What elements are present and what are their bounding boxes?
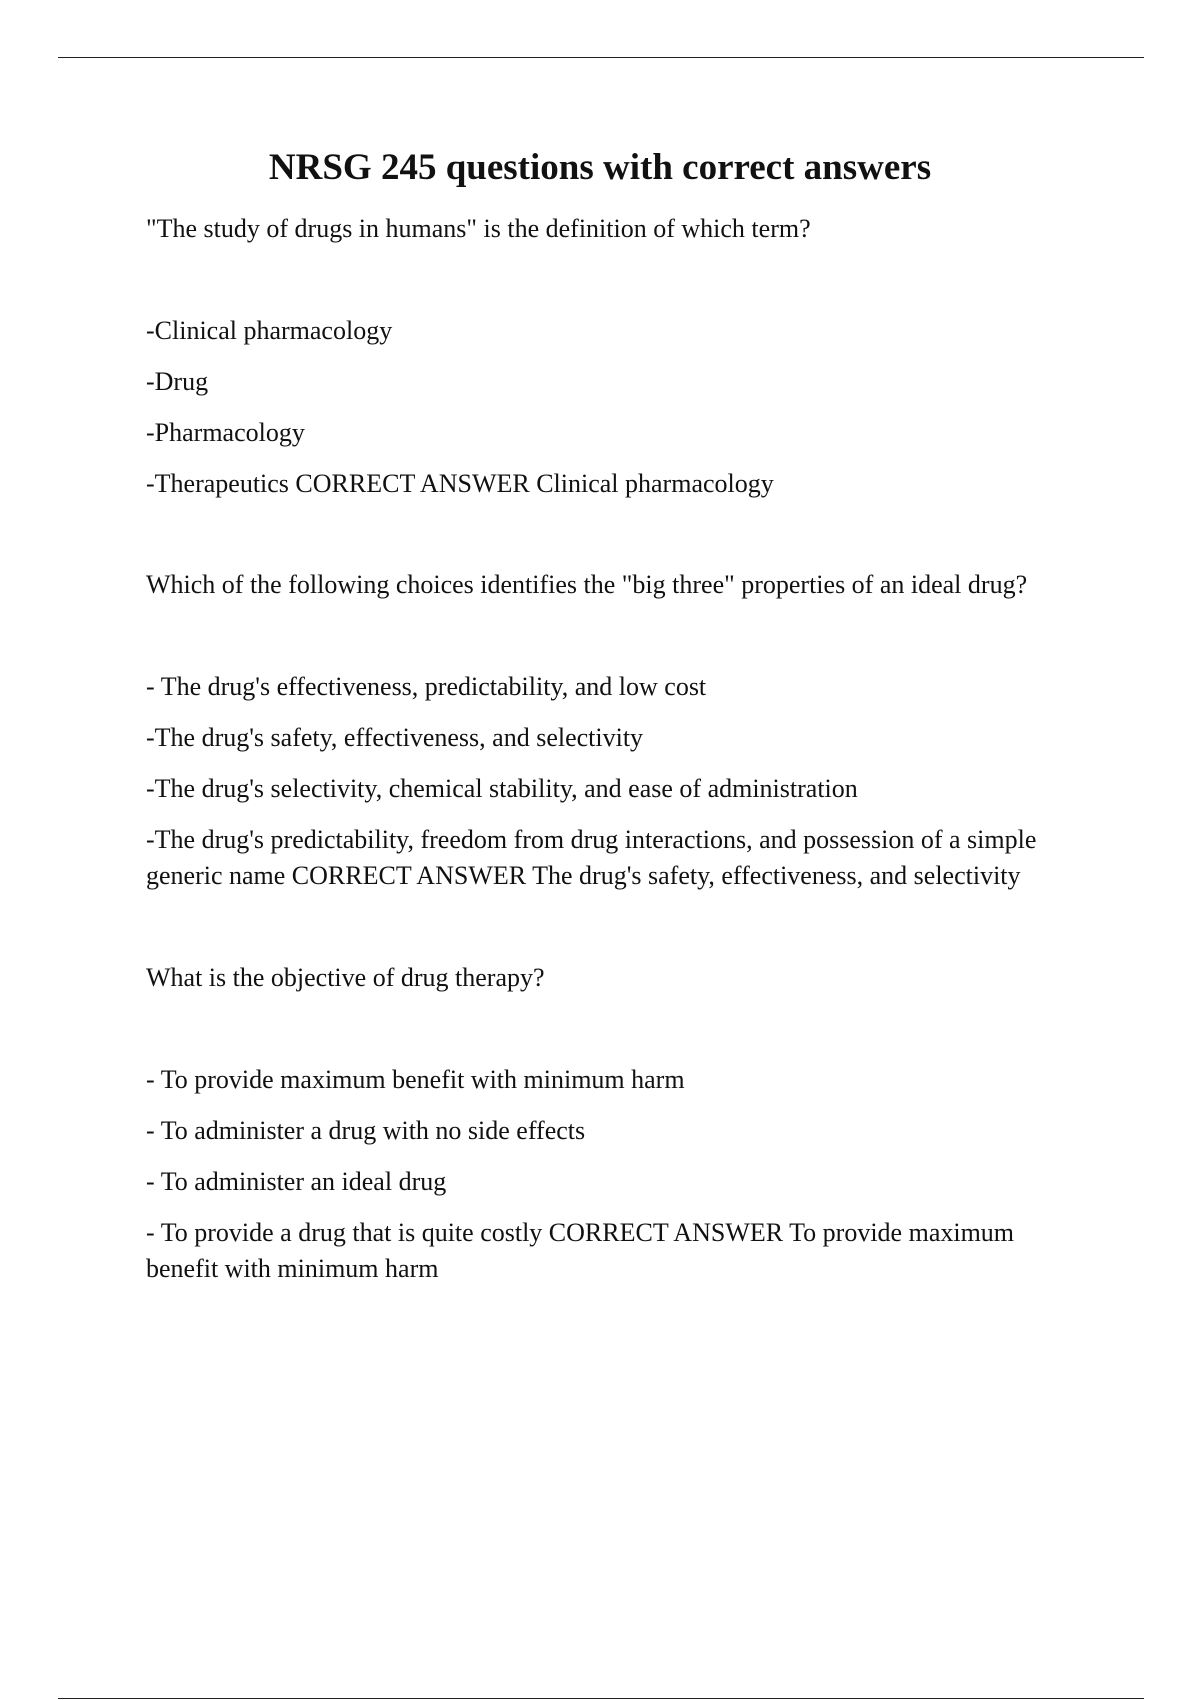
question-1-option-4-answer: -Therapeutics CORRECT ANSWER Clinical pharmacology	[146, 469, 774, 498]
question-1-option-2: -Drug	[146, 367, 209, 396]
question-3-option-3: - To administer an ideal drug	[146, 1167, 447, 1196]
question-1-option-3: -Pharmacology	[146, 418, 305, 447]
question-2-option-3: -The drug's selectivity, chemical stability, and ease of administration	[146, 774, 858, 803]
page-title: NRSG 245 questions with correct answers	[268, 147, 932, 188]
footer-rule	[58, 1698, 1144, 1699]
question-3-option-2: - To administer a drug with no side effects	[146, 1116, 586, 1145]
question-1-prompt: "The study of drugs in humans" is the definition of which term?	[146, 214, 811, 243]
question-1-option-1: -Clinical pharmacology	[146, 316, 393, 345]
question-2-prompt: Which of the following choices identifies the "big three" properties of an ideal drug?	[146, 570, 1028, 599]
question-3-option-1: - To provide maximum benefit with minimum harm	[146, 1065, 685, 1094]
question-2-option-2: -The drug's safety, effectiveness, and selectivity	[146, 723, 644, 752]
question-3-option-4-answer: - To provide a drug that is quite costly CORRECT ANSWER To provide maximum benefit with minimum harm	[146, 1218, 1015, 1283]
question-2-option-4-answer: -The drug's predictability, freedom from drug interactions, and possession of a simple generic name CORRECT ANSWER The drug's safety, effectiveness, and selectivity	[146, 825, 1037, 890]
question-2-option-1: - The drug's effectiveness, predictability, and low cost	[146, 672, 707, 701]
question-3-prompt: What is the objective of drug therapy?	[146, 963, 545, 992]
header-rule	[58, 57, 1144, 58]
document-body	[146, 211, 1086, 1287]
